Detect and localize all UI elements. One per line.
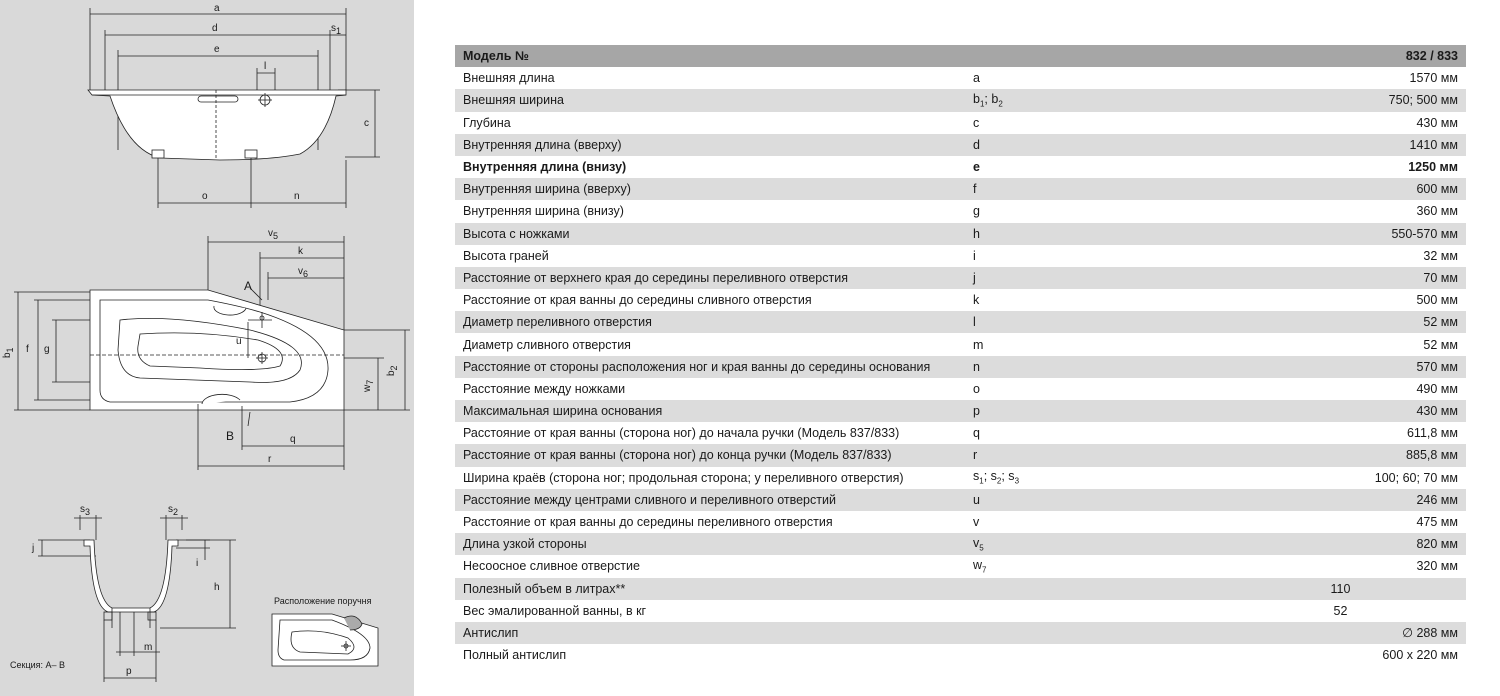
dim-label-b1: b1	[2, 347, 15, 358]
table-row	[455, 223, 1466, 245]
row-label: Высота граней	[455, 245, 965, 267]
table-row	[455, 356, 1466, 378]
plan-view	[14, 236, 410, 470]
dim-label-n: n	[294, 191, 300, 202]
row-label: Расстояние от края ванны (сторона ног) до конца ручки (Модель 837/833)	[455, 444, 965, 466]
section-marker-b: B	[226, 429, 235, 443]
table-row	[455, 178, 1466, 200]
dim-label-k: k	[298, 246, 303, 257]
row-label: Диаметр переливного отверстия	[455, 311, 965, 333]
table-row	[455, 555, 1466, 577]
row-value: 320 мм	[1215, 555, 1466, 577]
spec-table	[455, 45, 1466, 666]
row-symbol: f	[965, 178, 1215, 200]
row-label: Длина узкой стороны	[455, 533, 965, 555]
row-value: 885,8 мм	[1215, 444, 1466, 466]
dim-label-r: r	[268, 454, 272, 465]
row-value: 52	[1215, 600, 1466, 622]
dim-label-u: u	[236, 336, 242, 347]
dim-label-b2: b2	[386, 365, 399, 376]
table-row	[455, 444, 1466, 466]
row-label: Антислип	[455, 622, 965, 644]
row-symbol: $b_1$; $b_2$	[965, 89, 1215, 111]
dim-label-w7: w7	[362, 379, 375, 392]
table-row	[455, 644, 1466, 666]
dim-label-d: d	[212, 23, 218, 34]
row-value: 550-570 мм	[1215, 223, 1466, 245]
row-symbol: p	[965, 400, 1215, 422]
table-row	[455, 511, 1466, 533]
dim-label-e: e	[214, 44, 220, 55]
dim-label-i: i	[196, 558, 199, 569]
section-view	[38, 515, 236, 682]
dim-label-h: h	[214, 582, 220, 593]
dim-label-q: q	[290, 434, 296, 445]
row-label: Глубина	[455, 112, 965, 134]
model-label: Модель №	[455, 45, 965, 67]
row-symbol: r	[965, 444, 1215, 466]
row-value: 1250 мм	[1215, 156, 1466, 178]
row-label: Вес эмалированной ванны, в кг	[455, 600, 965, 622]
table-row	[455, 578, 1466, 600]
row-value: 430 мм	[1215, 112, 1466, 134]
dim-label-m: m	[144, 642, 153, 653]
dim-label-a: a	[214, 3, 220, 14]
row-label: Высота с ножками	[455, 223, 965, 245]
row-symbol	[965, 600, 1215, 622]
row-symbol: g	[965, 200, 1215, 222]
row-value: 475 мм	[1215, 511, 1466, 533]
row-symbol: n	[965, 356, 1215, 378]
row-label: Внутренняя длина (внизу)	[455, 156, 965, 178]
row-label: Внутренняя длина (вверху)	[455, 134, 965, 156]
table-row	[455, 467, 1466, 489]
row-label: Расстояние от края ванны (сторона ног) до начала ручки (Модель 837/833)	[455, 422, 965, 444]
row-value: 1570 мм	[1215, 67, 1466, 89]
row-value: 820 мм	[1215, 533, 1466, 555]
row-label: Расстояние между ножками	[455, 378, 965, 400]
dim-label-s2: s2	[168, 504, 179, 517]
table-row	[455, 112, 1466, 134]
dim-label-o: o	[202, 191, 208, 202]
technical-drawing-panel	[0, 0, 414, 696]
table-row	[455, 200, 1466, 222]
row-value: 600 мм	[1215, 178, 1466, 200]
table-row	[455, 89, 1466, 111]
row-label: Диаметр сливного отверстия	[455, 333, 965, 355]
table-row	[455, 134, 1466, 156]
row-value: 360 мм	[1215, 200, 1466, 222]
table-row	[455, 67, 1466, 89]
row-value: 52 мм	[1215, 333, 1466, 355]
row-symbol	[965, 622, 1215, 644]
section-marker-a: A	[244, 279, 253, 293]
row-symbol: d	[965, 134, 1215, 156]
row-symbol: u	[965, 489, 1215, 511]
row-value: 500 мм	[1215, 289, 1466, 311]
row-label: Расстояние от стороны расположения ног и края ванны до середины основания	[455, 356, 965, 378]
row-symbol	[965, 578, 1215, 600]
row-symbol: q	[965, 422, 1215, 444]
row-label: Внутренняя ширина (внизу)	[455, 200, 965, 222]
row-value: 70 мм	[1215, 267, 1466, 289]
table-row	[455, 400, 1466, 422]
row-symbol: $w_7$	[965, 555, 1215, 577]
table-row	[455, 622, 1466, 644]
row-value: 600 x 220 мм	[1215, 644, 1466, 666]
table-row	[455, 156, 1466, 178]
row-label: Внешняя ширина	[455, 89, 965, 111]
table-row	[455, 600, 1466, 622]
row-symbol: a	[965, 67, 1215, 89]
dim-label-v5: v5	[268, 228, 279, 241]
row-label: Полезный объем в литрах**	[455, 578, 965, 600]
row-value: 110	[1215, 578, 1466, 600]
dim-label-l: l	[264, 61, 267, 72]
row-symbol: o	[965, 378, 1215, 400]
table-row	[455, 489, 1466, 511]
row-symbol: $s_1$; $s_2$; $s_3$	[965, 467, 1215, 489]
row-value: 246 мм	[1215, 489, 1466, 511]
row-symbol: e	[965, 156, 1215, 178]
row-symbol: m	[965, 333, 1215, 355]
spec-table-body	[455, 45, 1466, 666]
dim-label-p: p	[126, 666, 132, 677]
row-symbol: c	[965, 112, 1215, 134]
dim-label-g: g	[44, 344, 50, 355]
handle-position-sketch	[272, 614, 378, 666]
row-value: 52 мм	[1215, 311, 1466, 333]
dim-label-c: c	[364, 118, 369, 129]
table-header-row	[455, 45, 1466, 67]
section-caption: Секция: A– B	[10, 660, 66, 670]
table-row	[455, 378, 1466, 400]
row-symbol	[965, 644, 1215, 666]
row-label: Ширина краёв (сторона ног; продольная сторона; у переливного отверстия)	[455, 467, 965, 489]
row-label: Внутренняя ширина (вверху)	[455, 178, 965, 200]
row-label: Внешняя длина	[455, 67, 965, 89]
elevation-view	[88, 8, 380, 208]
dim-label-s1: s1	[331, 23, 342, 36]
dim-label-s3: s3	[80, 504, 91, 517]
row-symbol: j	[965, 267, 1215, 289]
row-value: 570 мм	[1215, 356, 1466, 378]
row-symbol: h	[965, 223, 1215, 245]
row-label: Полный антислип	[455, 644, 965, 666]
row-label: Расстояние между центрами сливного и переливного отверстий	[455, 489, 965, 511]
row-label: Расстояние от края ванны до середины переливного отверстия	[455, 511, 965, 533]
row-value: 100; 60; 70 мм	[1215, 467, 1466, 489]
table-row	[455, 245, 1466, 267]
table-row	[455, 267, 1466, 289]
row-symbol: k	[965, 289, 1215, 311]
dim-label-f: f	[26, 344, 29, 355]
table-row	[455, 333, 1466, 355]
row-symbol: v	[965, 511, 1215, 533]
row-value: 490 мм	[1215, 378, 1466, 400]
row-value: 1410 мм	[1215, 134, 1466, 156]
dim-label-v6: v6	[298, 266, 309, 279]
row-value: 32 мм	[1215, 245, 1466, 267]
row-symbol: l	[965, 311, 1215, 333]
dim-label-j: j	[32, 543, 35, 554]
row-label: Расстояние от края ванны до середины сливного отверстия	[455, 289, 965, 311]
handle-caption: Расположение поручня	[274, 596, 372, 606]
row-label: Расстояние от верхнего края до середины переливного отверстия	[455, 267, 965, 289]
row-value: 750; 500 мм	[1215, 89, 1466, 111]
table-row	[455, 533, 1466, 555]
model-value: 832 / 833	[1215, 45, 1466, 67]
row-label: Максимальная ширина основания	[455, 400, 965, 422]
model-sym	[965, 45, 1215, 67]
bathtub-drawing	[0, 0, 414, 696]
table-row	[455, 311, 1466, 333]
row-value: 611,8 мм	[1215, 422, 1466, 444]
row-label: Несоосное сливное отверстие	[455, 555, 965, 577]
row-symbol: i	[965, 245, 1215, 267]
row-value: ∅ 288 мм	[1215, 622, 1466, 644]
row-symbol: $v_5$	[965, 533, 1215, 555]
table-row	[455, 289, 1466, 311]
row-value: 430 мм	[1215, 400, 1466, 422]
table-row	[455, 422, 1466, 444]
